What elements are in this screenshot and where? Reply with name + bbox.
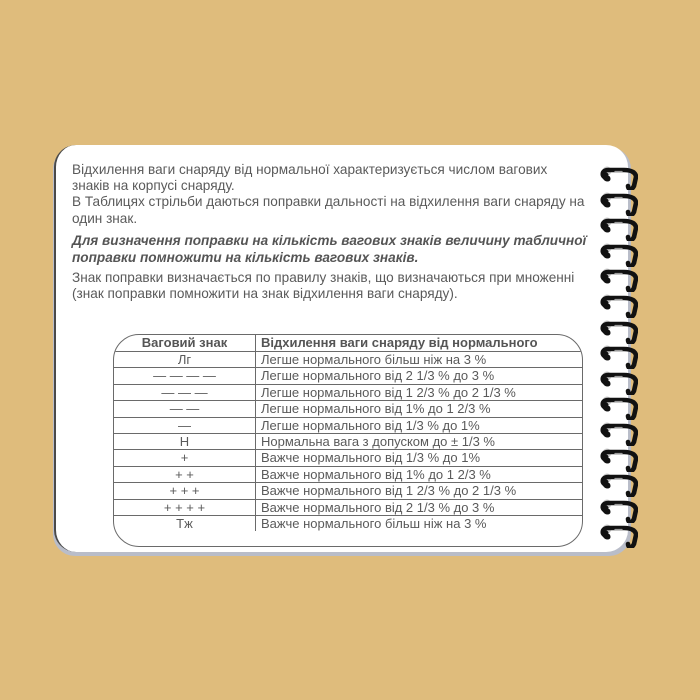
header-weight-sign: Ваговий знак	[114, 335, 256, 352]
table-row	[114, 450, 582, 466]
cell-sign: — —	[114, 401, 256, 417]
table-row	[114, 352, 582, 368]
cell-deviation: Легше нормального від 2 1/3 % до 3 %	[256, 368, 583, 384]
spiral-binding-icon	[598, 0, 638, 700]
table-row	[114, 434, 582, 450]
cell-sign: Н	[114, 434, 256, 450]
card-content	[72, 162, 587, 532]
cell-deviation: Важче нормального від 1 2/3 % до 2 1/3 %	[256, 483, 583, 499]
notebook-card	[54, 145, 628, 552]
table-row	[114, 401, 582, 417]
cell-sign: + +	[114, 466, 256, 482]
cell-deviation: Важче нормального від 1% до 1 2/3 %	[256, 466, 583, 482]
table-row	[114, 417, 582, 433]
spiral-ring-icon	[598, 215, 638, 239]
cell-deviation: Нормальна вага з допуском до ± 1/3 %	[256, 434, 583, 450]
cell-deviation: Легше нормального від 1% до 1 2/3 %	[256, 401, 583, 417]
table-row	[114, 483, 582, 499]
spiral-ring-icon	[598, 164, 638, 188]
cell-deviation: Легше нормального від 1/3 % до 1%	[256, 417, 583, 433]
cell-sign: Тж	[114, 516, 256, 532]
cell-sign: Лг	[114, 352, 256, 368]
spiral-ring-icon	[598, 446, 638, 470]
cell-sign: + + +	[114, 483, 256, 499]
weight-sign-table	[113, 334, 583, 547]
cell-sign: — — — —	[114, 368, 256, 384]
spiral-ring-icon	[598, 369, 638, 393]
cell-sign: +	[114, 450, 256, 466]
cell-deviation: Легше нормального від 1 2/3 % до 2 1/3 %	[256, 384, 583, 400]
spiral-ring-icon	[598, 522, 638, 546]
cell-deviation: Легше нормального більш ніж на 3 %	[256, 352, 583, 368]
cell-deviation: Важче нормального більш ніж на 3 %	[261, 516, 487, 532]
cell-sign: + + + +	[114, 499, 256, 515]
table-row	[114, 466, 582, 482]
rule-paragraph-bold: Для визначення поправки на кількість вагових знаків величину табличної поправки помножити на кількість вагових знаків.	[72, 232, 587, 265]
spiral-ring-icon	[598, 420, 638, 444]
cell-deviation: Важче нормального від 2 1/3 % до 3 %	[256, 499, 583, 515]
header-deviation: Відхилення ваги снаряду від нормального	[256, 335, 583, 352]
spiral-ring-icon	[598, 292, 638, 316]
table-row	[114, 516, 582, 532]
table-row	[114, 368, 582, 384]
spiral-ring-icon	[598, 471, 638, 495]
intro-paragraph-1: Відхилення ваги снаряду від нормальної характеризується числом вагових знаків на корпусі снаряду.	[72, 162, 548, 194]
sign-rule-paragraph: Знак поправки визначається по правилу знаків, що визначаються при множенні (знак поправки помножити на знак відхилення ваги снаряду).	[72, 269, 575, 302]
spiral-ring-icon	[598, 318, 638, 342]
cell-sign: — — —	[114, 384, 256, 400]
weight-table	[114, 335, 582, 531]
spiral-ring-icon	[598, 394, 638, 418]
spiral-ring-icon	[598, 241, 638, 265]
cell-deviation: Важче нормального від 1/3 % до 1%	[256, 450, 583, 466]
table-row	[114, 499, 582, 515]
spiral-ring-icon	[598, 266, 638, 290]
spiral-ring-icon	[598, 497, 638, 521]
spiral-ring-icon	[598, 190, 638, 214]
cell-sign: —	[114, 417, 256, 433]
spiral-ring-icon	[598, 343, 638, 367]
table-row	[114, 384, 582, 400]
intro-paragraph-2: В Таблицях стрільби даються поправки дальності на відхилення ваги снаряду на один знак.	[72, 194, 585, 226]
table-header-row	[114, 335, 582, 352]
